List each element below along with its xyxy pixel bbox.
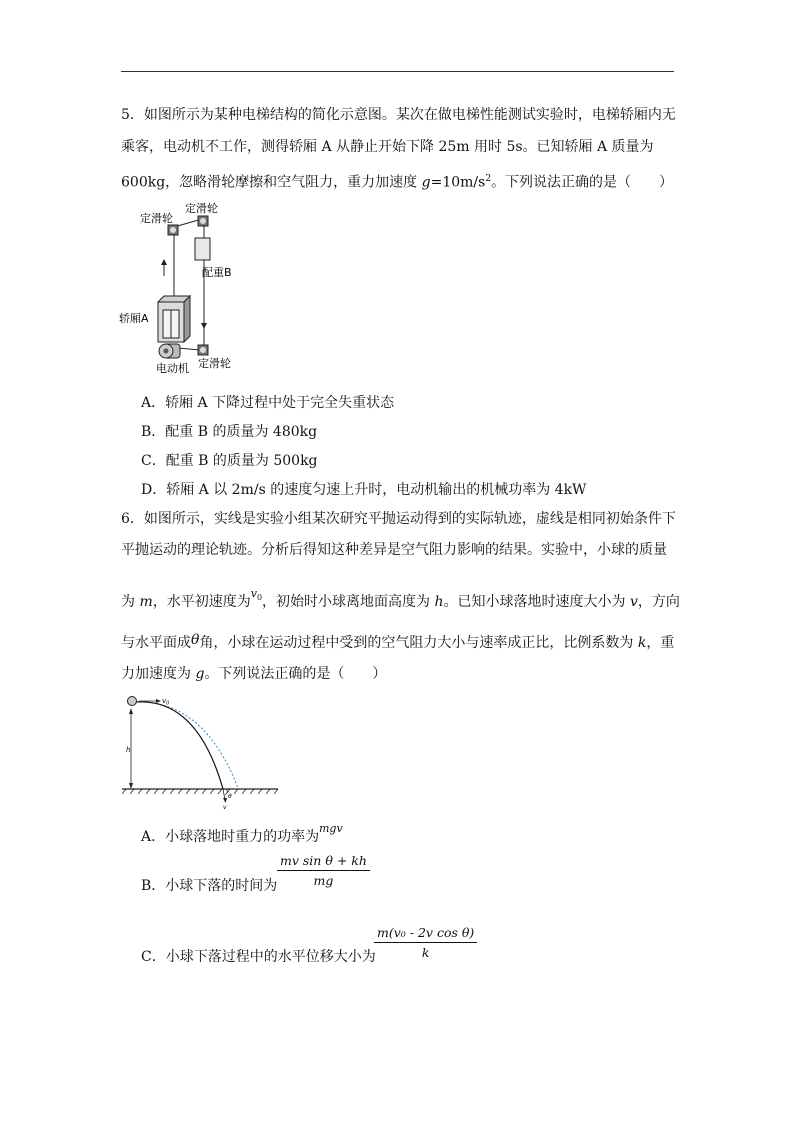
counterweight-b (195, 238, 210, 260)
landing-velocity-arrow (223, 789, 227, 803)
label-theta: θ (228, 793, 232, 800)
label-pulley-top-left: 定滑轮 (140, 212, 173, 225)
q6-option-c-denominator: k (421, 945, 430, 960)
q6-option-c: C．小球下落过程中的水平位移大小为 (141, 949, 376, 965)
theoretical-trajectory (136, 702, 238, 788)
q5-option-a: A．轿厢 A 下降过程中处于完全失重状态 (141, 395, 395, 411)
label-h: h (126, 746, 131, 754)
q6-line-1: 6．如图所示，实线是实验小组某次研究平抛运动得到的实际轨迹，虚线是相同初始条件下 (121, 511, 676, 527)
q6-option-c-numerator: m(v₀ - 2v cos θ) (374, 925, 477, 943)
ball (128, 697, 137, 706)
label-car-a: 轿厢A (119, 312, 149, 325)
q5-option-b: B．配重 B 的质量为 480kg (141, 424, 318, 440)
label-pulley-bottom: 定滑轮 (198, 357, 231, 370)
q5-line-3: 600kg，忽略滑轮摩擦和空气阻力，重力加速度 $g=10m/s^2$。下列说法正确的是（ ） (121, 174, 674, 191)
q6-option-c-fraction (374, 925, 477, 960)
label-pulley-top-right: 定滑轮 (185, 202, 218, 215)
projectile-diagram (122, 692, 282, 812)
bottom-pulley (198, 345, 208, 355)
motor (159, 344, 180, 358)
q5-option-d: D．轿厢 A 以 2m/s 的速度匀速上升时，电动机输出的机械功率为 4kW (141, 482, 587, 498)
ground-hatch (122, 789, 278, 794)
q6-line-2: 平抛运动的理论轨迹。分析后得知这种差异是空气阻力影响的结果。实验中，小球的质量 (121, 542, 667, 558)
actual-trajectory (136, 702, 223, 789)
label-motor: 电动机 (156, 362, 189, 375)
up-arrow (161, 259, 167, 276)
elevator-car-a (158, 296, 190, 342)
top-right-pulley (198, 216, 208, 226)
q6-option-a-expr: mgv (319, 822, 343, 835)
label-v0: $v_0$ (162, 697, 170, 707)
q6-option-b-denominator: mg (313, 873, 334, 888)
elevator-diagram (118, 198, 248, 378)
q6-option-b: B．小球下落的时间为 (141, 878, 278, 894)
q6-line-4: 与水平面成θ角，小球在运动过程中受到的空气阻力大小与速率成正比，比例系数为 k，重 (121, 632, 675, 651)
q6-line-5: 力加速度为 g。下列说法正确的是（ ） (121, 666, 387, 682)
q5-line-1: 5．如图所示为某种电梯结构的简化示意图。某次在做电梯性能测试实验时，电梯轿厢内无 (121, 107, 676, 123)
q5-line-2: 乘客，电动机不工作，测得轿厢 A 从静止开始下降 25m 用时 5s。已知轿厢 A 质量为 (121, 139, 654, 155)
top-left-pulley (168, 225, 178, 235)
q6-line-3: 为 m，水平初速度为$^{v_0}$，初始时小球离地面高度为 h。已知小球落地时速度大小为 v，方向 (121, 587, 680, 610)
q5-option-c: C．配重 B 的质量为 500kg (141, 453, 318, 469)
label-counterweight-b: 配重B (202, 266, 232, 279)
down-arrow (201, 312, 207, 329)
label-v: v (223, 804, 227, 811)
q6-option-b-fraction (277, 853, 370, 888)
height-dimension (126, 708, 133, 789)
header-rule (121, 71, 674, 72)
q6-option-b-numerator: mv sin θ + kh (277, 853, 370, 871)
q6-option-a: A．小球落地时重力的功率为 (141, 829, 320, 845)
